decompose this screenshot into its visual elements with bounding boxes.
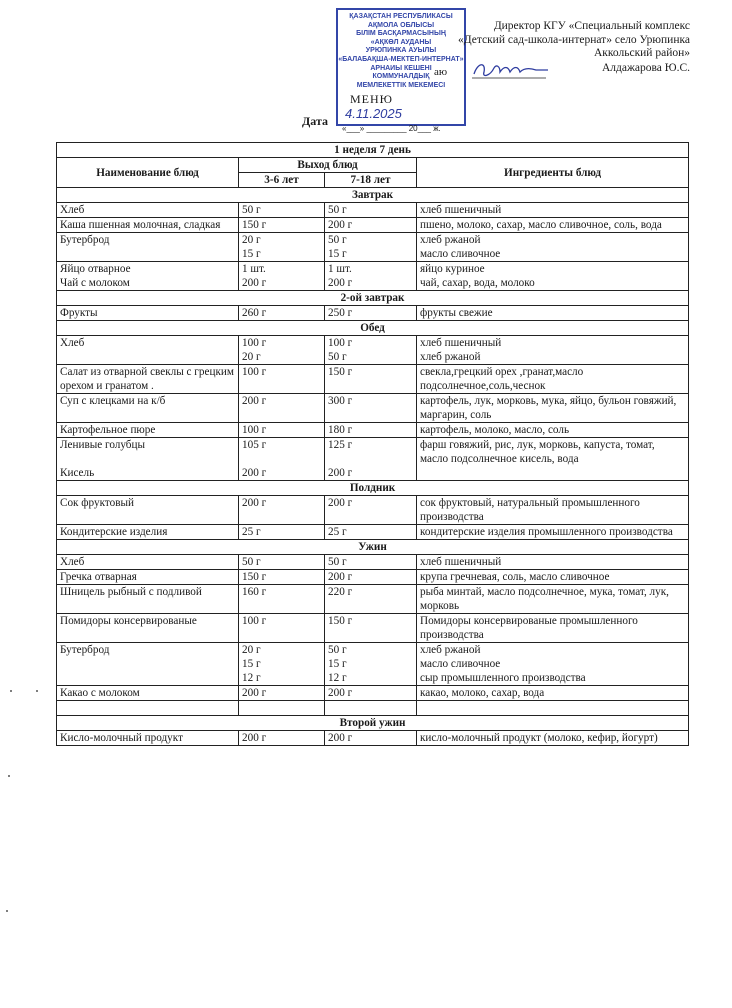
ingredients-cell: фарш говяжий, рис, лук, морковь, капуста, томат, масло подсолнечное кисель, вода [417,438,689,481]
dish-name-cell: Суп с клецками на к/б [57,394,239,423]
meal-section-row [57,321,689,336]
yield-small-cell: 260 г [239,306,325,321]
yield-small-cell: 150 г [239,570,325,585]
table-header-row [57,158,689,173]
ingredients-column-header: Ингредиенты блюд [417,158,689,188]
yield-large-cell: 50 г [325,203,417,218]
meal-section-row [57,291,689,306]
dish-name-cell: Бутерброд [57,643,239,686]
dish-row [57,336,689,365]
dish-row [57,218,689,233]
yield-small-cell: 100 г [239,365,325,394]
yield-large-cell: 25 г [325,525,417,540]
yield-large-cell: 220 г [325,585,417,614]
yield-large-cell: 200 г [325,731,417,746]
yield-small-cell: 160 г [239,585,325,614]
meal-section-row [57,188,689,203]
director-signature [470,58,550,82]
stamp-line: «АҚКӨЛ АУДАНЫ [370,38,432,46]
yield-large-cell: 300 г [325,394,417,423]
dish-row [57,306,689,321]
menu-table-body [57,188,689,746]
dish-name-cell: Гречка отварная [57,570,239,585]
ingredients-cell: хлеб ржаной масло сливочное [417,233,689,262]
ingredients-cell: хлеб пшеничный [417,555,689,570]
dish-row [57,203,689,218]
date-line: «___» _________ 20___ ж. [342,124,441,133]
yield-small-cell: 50 г [239,555,325,570]
stamp-line: ҚАЗАҚСТАН РЕСПУБЛИКАСЫ [349,13,453,20]
ingredients-cell: сок фруктовый, натуральный промышленного производства [417,496,689,525]
dish-name-cell: Кисло-молочный продукт [57,731,239,746]
dish-name-cell: Яйцо отварное Чай с молоком [57,262,239,291]
blank-row [57,701,689,716]
blank-cell [57,701,239,716]
yield-large-cell: 200 г [325,496,417,525]
dish-name-cell: Фрукты [57,306,239,321]
ingredients-cell: хлеб пшеничный [417,203,689,218]
yield-small-cell: 150 г [239,218,325,233]
dish-name-cell: Каша пшенная молочная, сладкая [57,218,239,233]
yield-small-cell: 1 шт. 200 г [239,262,325,291]
dish-name-cell: Шницель рыбный с подливой [57,585,239,614]
yield-small-cell: 200 г [239,686,325,701]
dish-name-cell: Ленивые голубцы Кисель [57,438,239,481]
approve-word: аю [434,66,448,78]
week-day-header: 1 неделя 7 день [57,143,689,158]
meal-section-title: Завтрак [57,188,689,203]
ingredients-cell: Помидоры консервированые промышленного производства [417,614,689,643]
yield-small-cell: 100 г 20 г [239,336,325,365]
yield-small-cell: 200 г [239,731,325,746]
stamp-line: БІЛІМ БАСҚАРМАСЫНЫҢ [356,30,446,38]
dish-row [57,614,689,643]
ingredients-cell: пшено, молоко, сахар, масло сливочное, соль, вода [417,218,689,233]
dish-row [57,555,689,570]
yield-small-cell: 105 г 200 г [239,438,325,481]
dish-row [57,262,689,291]
yield-large-cell: 200 г [325,218,417,233]
yield-large-cell: 150 г [325,614,417,643]
blank-cell [239,701,325,716]
blank-cell [417,701,689,716]
table-week-row [57,143,689,158]
dish-row [57,394,689,423]
stamp-line: «БАЛАБАҚША-МЕКТЕП-ИНТЕРНАТ» [338,55,464,63]
yield-small-cell: 20 г 15 г [239,233,325,262]
meal-section-row [57,481,689,496]
stamp-line: АҚМОЛА ОБЛЫСЫ [367,21,435,29]
ingredients-cell: хлеб пшеничный хлеб ржаной [417,336,689,365]
dish-name-cell: Салат из отварной свеклы с грецким орехом и гранатом . [57,365,239,394]
meal-section-title: Полдник [57,481,689,496]
dish-name-cell: Помидоры консервированые [57,614,239,643]
yield-small-cell: 100 г [239,423,325,438]
yield-large-cell: 125 г 200 г [325,438,417,481]
meal-section-title: Обед [57,321,689,336]
dish-name-cell: Бутерброд [57,233,239,262]
dish-name-cell: Хлеб [57,336,239,365]
yield-small-cell: 20 г 15 г 12 г [239,643,325,686]
yield-large-cell: 100 г 50 г [325,336,417,365]
yield-large-cell: 150 г [325,365,417,394]
ingredients-cell: яйцо куриное чай, сахар, вода, молоко [417,262,689,291]
dish-row [57,643,689,686]
dish-row [57,423,689,438]
scan-speck [36,690,38,692]
ingredients-cell: свекла,грецкий орех ,гранат,масло подсолнечное,соль,чеснок [417,365,689,394]
approval-line-3: Аккольский район» [593,47,690,59]
meal-section-row [57,716,689,731]
ingredients-cell: картофель, молоко, масло, соль [417,423,689,438]
dish-row [57,233,689,262]
menu-title: МЕНЮ [350,92,393,106]
dish-row [57,570,689,585]
dish-name-cell: Какао с молоком [57,686,239,701]
yield-large-cell: 250 г [325,306,417,321]
dish-row [57,525,689,540]
stamp-line: УРЮПИНКА АУЫЛЫ [365,47,437,55]
meal-section-title: Второй ужин [57,716,689,731]
dish-row [57,686,689,701]
yield-small-cell: 200 г [239,394,325,423]
ingredients-cell: рыба минтай, масло подсолнечное, мука, томат, лук, морковь [417,585,689,614]
scan-speck [10,690,12,692]
dish-row [57,585,689,614]
approval-line-4: Алдажарова Ю.С. [601,61,690,74]
meal-section-title: Ужин [57,540,689,555]
dish-name-cell: Картофельное пюре [57,423,239,438]
menu-date-handwritten: 4.11.2025 [345,106,402,121]
ingredients-cell: кондитерские изделия промышленного производства [417,525,689,540]
age-small-header: 3-6 лет [239,173,325,188]
scan-speck [6,910,8,912]
meal-section-row [57,540,689,555]
ingredients-cell: фрукты свежие [417,306,689,321]
meal-section-title: 2-ой завтрак [57,291,689,306]
dish-row [57,496,689,525]
dish-name-cell: Хлеб [57,555,239,570]
yield-large-cell: 200 г [325,570,417,585]
approval-line-2: «Детский сад-школа-интернат» село Урюпинка [457,33,690,46]
dish-name-cell: Кондитерские изделия [57,525,239,540]
stamp-line: АРНАЙЫ КЕШЕНІ [370,64,432,72]
dish-row [57,731,689,746]
ingredients-cell: какао, молоко, сахар, вода [417,686,689,701]
yield-large-cell: 50 г 15 г 12 г [325,643,417,686]
dish-row [57,438,689,481]
ingredients-cell: крупа гречневая, соль, масло сливочное [417,570,689,585]
yield-small-cell: 100 г [239,614,325,643]
yield-large-cell: 1 шт. 200 г [325,262,417,291]
yield-large-cell: 50 г [325,555,417,570]
yield-large-cell: 180 г [325,423,417,438]
yield-small-cell: 50 г [239,203,325,218]
yield-small-cell: 200 г [239,496,325,525]
scan-speck [8,775,10,777]
dish-column-header: Наименование блюд [57,158,239,188]
yield-column-header: Выход блюд [239,158,417,173]
ingredients-cell: кисло-молочный продукт (молоко, кефир, йогурт) [417,731,689,746]
dish-name-cell: Сок фруктовый [57,496,239,525]
stamp-line: МЕМЛЕКЕТТІК МЕКЕМЕСІ [356,81,446,89]
ingredients-cell: хлеб ржаной масло сливочное сыр промышленного производства [417,643,689,686]
yield-large-cell: 50 г 15 г [325,233,417,262]
approval-line-1: Директор КГУ «Специальный комплекс [493,20,690,32]
menu-table [56,142,689,746]
date-label: Дата [302,114,328,128]
yield-large-cell: 200 г [325,686,417,701]
age-large-header: 7-18 лет [325,173,417,188]
dish-name-cell: Хлеб [57,203,239,218]
stamp-line: КОММУНАЛДЫҚ [372,73,430,81]
ingredients-cell: картофель, лук, морковь, мука, яйцо, бульон говяжий, маргарин, соль [417,394,689,423]
dish-row [57,365,689,394]
blank-cell [325,701,417,716]
yield-small-cell: 25 г [239,525,325,540]
